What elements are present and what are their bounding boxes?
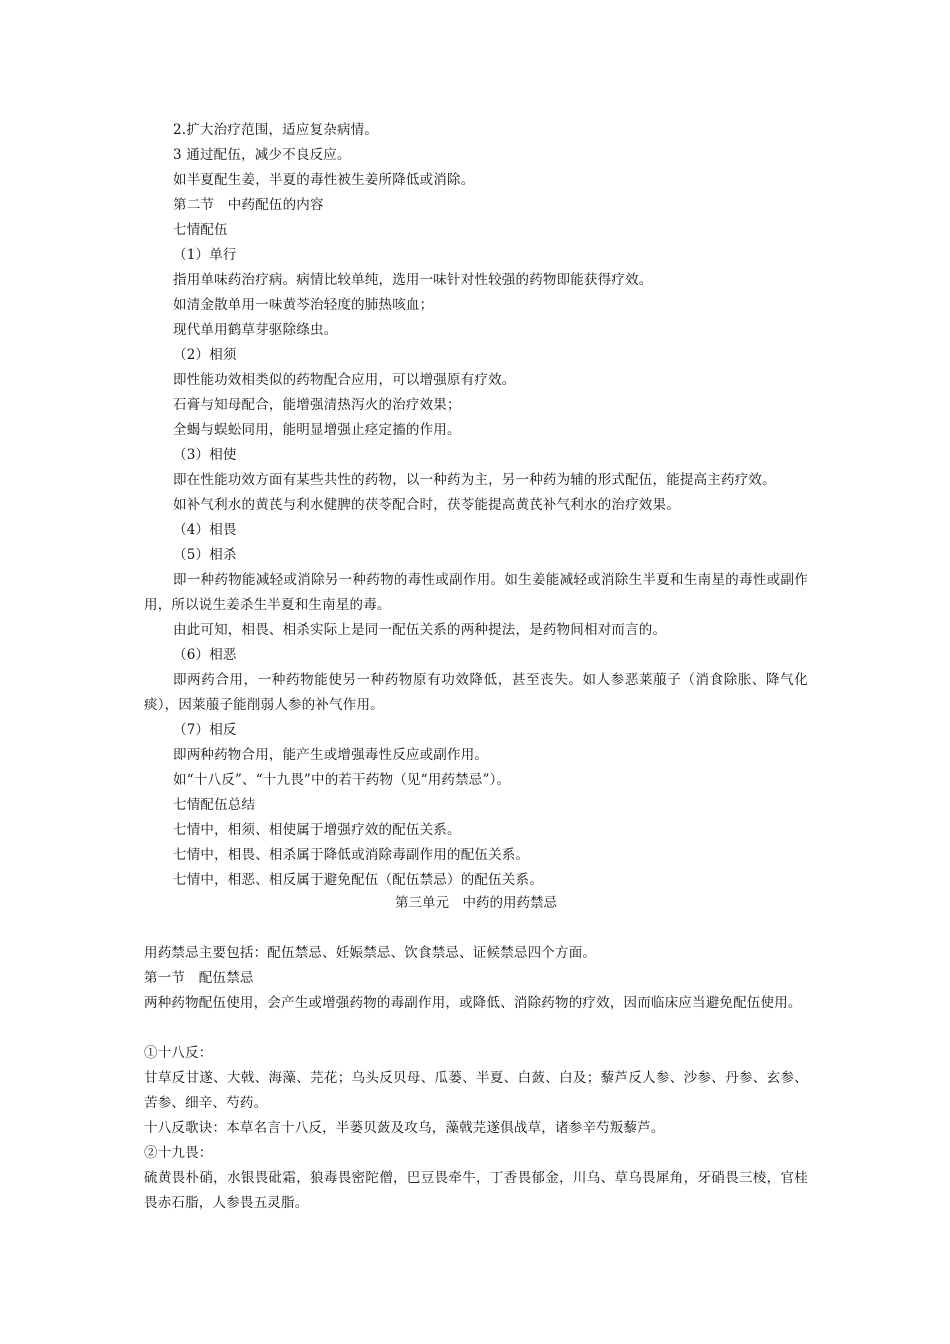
text-line-summary-2: 七情中，相畏、相杀属于降低或消除毒副作用的配伍关系。 (173, 847, 530, 863)
text-line-xiangshi-def: 即在性能功效方面有某些共性的药物，以一种药为主，另一种药为辅的形式配伍，能提高主药疗效。 (173, 472, 776, 488)
paragraph-19wei: 硫黄畏朴硝，水银畏砒霜，狼毒畏密陀僧，巴豆畏牵牛，丁香畏郁金，川乌、草乌畏犀角，牙硝畏三棱，官桂畏赤石脂，人参畏五灵脂。 (144, 1170, 808, 1211)
item-heading-18fan: ①十八反： (144, 1045, 213, 1061)
subheading-summary: 七情配伍总结 (173, 797, 256, 813)
paragraph-peiwu: 两种药物配伍使用，会产生或增强药物的毒副作用，或降低、消除药物的疗效，因而临床应当避免配伍使用。 (144, 995, 802, 1011)
item-heading-danxing: （1）单行 (173, 247, 237, 263)
text-line-danxing-ex1: 如清金散单用一味黄芩治轻度的肺热咳血； (173, 297, 434, 313)
text-line-2: 3 通过配伍，减少不良反应。 (173, 147, 351, 163)
item-heading-xiangfan: （7）相反 (173, 722, 237, 738)
paragraph-18fan: 甘草反甘遂、大戟、海藻、芫花；乌头反贝母、瓜蒌、半夏、白蔹、白及；藜芦反人参、沙参、丹参、玄参、苦参、细辛、芍药。 (144, 1070, 808, 1111)
text-line-xiangfan-ex: 如“十八反”、“十九畏”中的若干药物（见“用药禁忌”）。 (173, 772, 511, 788)
text-line-xiangfan-def: 即两种药物合用，能产生或增强毒性反应或副作用。 (173, 747, 489, 763)
text-line-summary-1: 七情中，相须、相使属于增强疗效的配伍关系。 (173, 822, 461, 838)
text-line-xiangxu-def: 即性能功效相类似的药物配合应用，可以增强原有疗效。 (173, 372, 516, 388)
item-heading-xiangshi: （3）相使 (173, 447, 237, 463)
item-heading-19wei: ②十九畏： (144, 1145, 213, 1161)
text-line-xiangxu-ex2: 全蝎与蜈蚣同用，能明显增强止痉定搐的作用。 (173, 422, 461, 438)
text-line-jinji: 用药禁忌主要包括：配伍禁忌、妊娠禁忌、饮食禁忌、证候禁忌四个方面。 (144, 945, 597, 961)
text-line-xiangshi-ex: 如补气利水的黄芪与利水健脾的茯苓配合时，茯苓能提高黄芪补气利水的治疗效果。 (173, 497, 680, 513)
section-heading-2: 第二节 中药配伍的内容 (173, 197, 324, 213)
item-heading-xiangsha: （5）相杀 (173, 547, 237, 563)
text-line-danxing-def: 指用单味药治疗病。病情比较单纯，选用一味针对性较强的药物即能获得疗效。 (173, 272, 653, 288)
text-line-summary-3: 七情中，相恶、相反属于避免配伍（配伍禁忌）的配伍关系。 (173, 872, 543, 888)
text-line-1: 2.扩大治疗范围，适应复杂病情。 (173, 122, 379, 138)
item-heading-xiangwei: （4）相畏 (173, 522, 237, 538)
item-heading-xiangxu: （2）相须 (173, 347, 237, 363)
section-heading-1: 第一节 配伍禁忌 (144, 970, 254, 986)
unit-title: 第三单元 中药的用药禁忌 (395, 895, 557, 911)
text-line-youci: 由此可知，相畏、相杀实际上是同一配伍关系的两种提法，是药物间相对而言的。 (173, 622, 667, 638)
subheading-qiqing: 七情配伍 (173, 222, 228, 238)
paragraph-xiangwu: 即两药合用，一种药物能使另一种药物原有功效降低，甚至丧失。如人参恶莱菔子（消食除胀、降气化痰），因莱菔子能削弱人参的补气作用。 (144, 672, 808, 713)
text-line-danxing-ex2: 现代单用鹤草芽驱除绦虫。 (173, 322, 338, 338)
text-line-xiangxu-ex1: 石膏与知母配合，能增强清热泻火的治疗效果； (173, 397, 461, 413)
item-heading-xiangwu: （6）相恶 (173, 647, 237, 663)
text-line-3: 如半夏配生姜，半夏的毒性被生姜所降低或消除。 (173, 172, 475, 188)
text-line-18fan-song: 十八反歌诀：本草名言十八反，半蒌贝蔹及攻乌，藻戟芫遂俱战草，诸参辛芍叛藜芦。 (144, 1120, 665, 1136)
paragraph-xiangsha: 即一种药物能减轻或消除另一种药物的毒性或副作用。如生姜能减轻或消除生半夏和生南星的毒性或副作用，所以说生姜杀生半夏和生南星的毒。 (144, 572, 808, 613)
